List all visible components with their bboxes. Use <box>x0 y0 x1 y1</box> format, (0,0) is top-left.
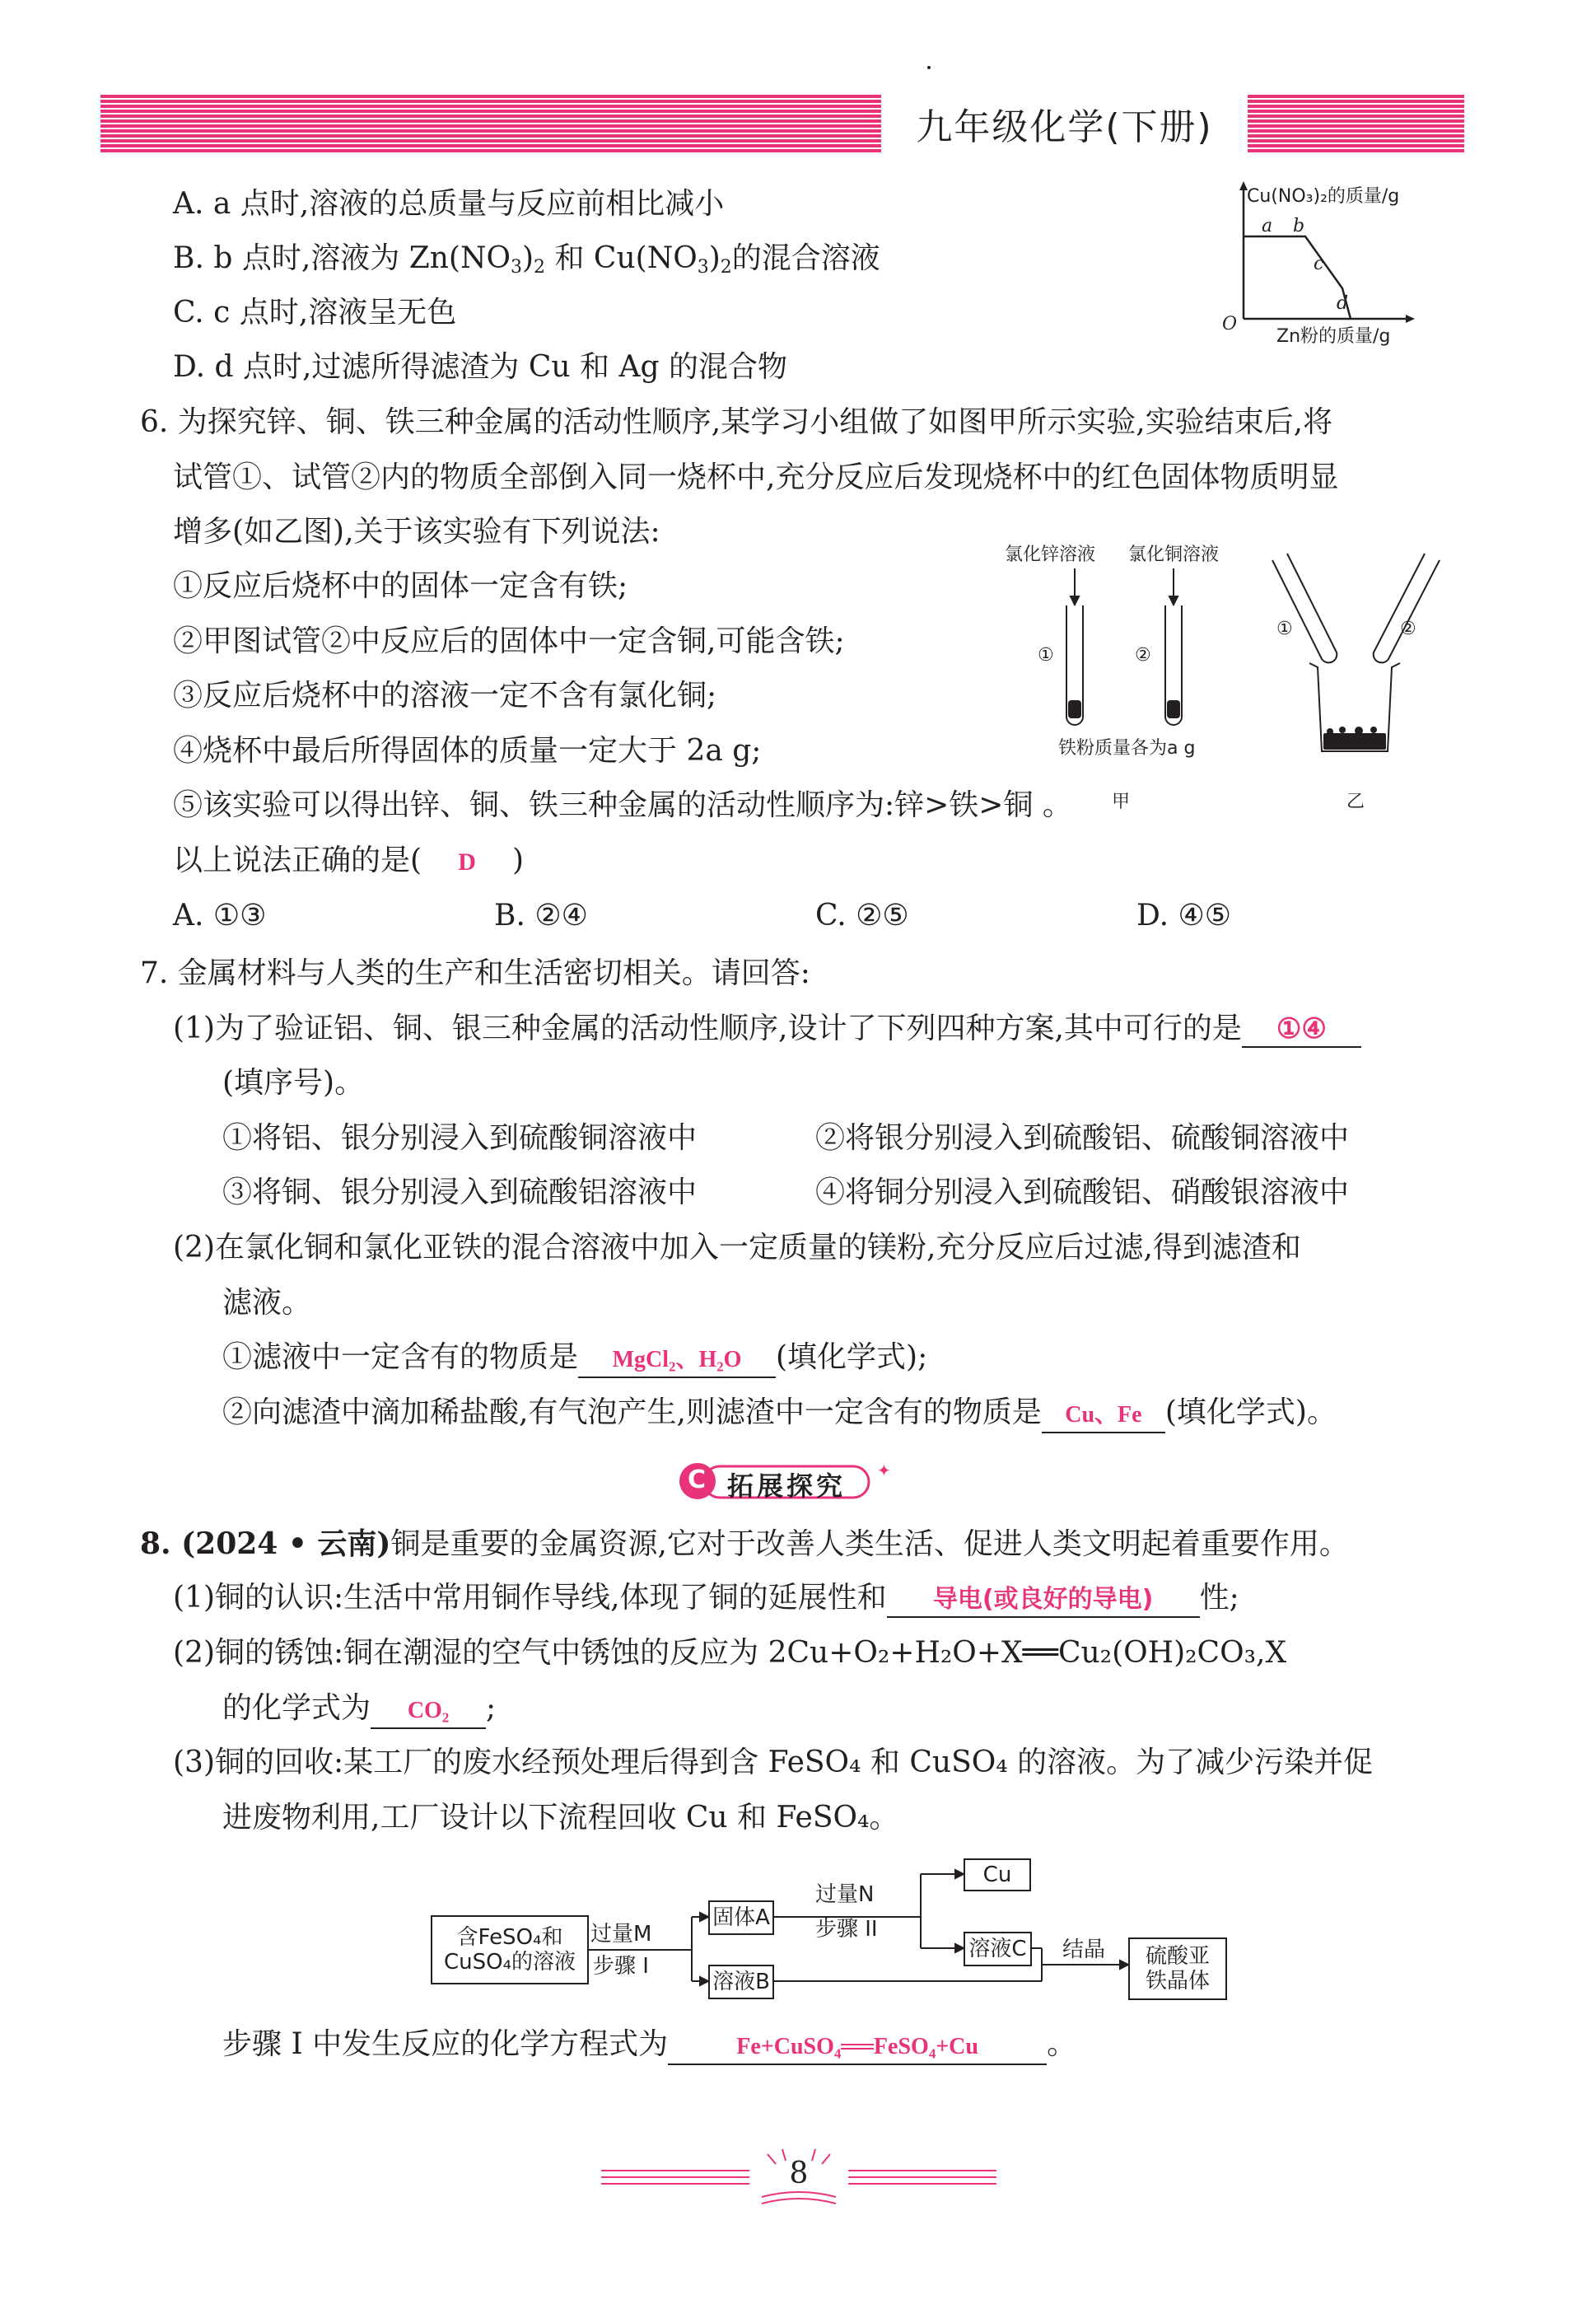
q7-part2: (2)在氯化铜和氯化亚铁的混合溶液中加入一定质量的镁粉,充分反应后过滤,得到滤渣和 <box>173 1231 1301 1264</box>
section-title: 拓展探究 <box>727 1470 847 1502</box>
flow-n-top: 过量N <box>815 1882 875 1907</box>
label-tube1: ① <box>1038 645 1054 666</box>
top-dot <box>927 66 931 69</box>
q7-q1-end: (填化学式); <box>776 1340 928 1374</box>
q6-figure <box>996 535 1458 816</box>
q7-q2-answer: Cu、Fe <box>1065 1402 1142 1428</box>
q5-curve <box>1244 236 1351 319</box>
q7-p1-answer: ①④ <box>1276 1014 1327 1045</box>
flow-cu-text: Cu <box>982 1863 1012 1887</box>
flow-end <box>1128 1937 1227 2000</box>
q6-stem-3: 增多(如乙图),关于该实验有下列说法: <box>173 515 660 549</box>
section-letter: C <box>688 1465 707 1494</box>
q8-eq-end: 。 <box>1047 2027 1077 2061</box>
q8-eq-text: 步骤 I 中发生反应的化学方程式为 <box>222 2027 669 2061</box>
q5-option-a: A. a 点时,溶液的总质量与反应前相比减小 <box>173 187 725 221</box>
flow-crystallize: 结晶 <box>1062 1937 1106 1962</box>
q6-statement-4: ④烧杯中最后所得固体的质量一定大于 2a g; <box>173 734 762 768</box>
label-yi: 乙 <box>1346 792 1365 812</box>
q7-q2-text: ②向滤渣中滴加稀盐酸,有气泡产生,则滤渣中一定含有的物质是 <box>222 1395 1042 1429</box>
q8-p2-answer: CO₂ <box>407 1698 450 1723</box>
q6-ask <box>173 843 524 881</box>
q8-stem <box>140 1526 1349 1563</box>
q5-option-b: B. b 点时,溶液为 $Zn(NO_3)_2$ 和 $Cu(NO_3)_2$的混合溶液 <box>173 241 880 278</box>
q6-ask-end: ) <box>512 844 525 877</box>
pour-tube-1 <box>1272 554 1337 662</box>
q7-part2-q1 <box>222 1339 927 1378</box>
q7-q1-text: ①滤液中一定含有的物质是 <box>222 1340 579 1374</box>
q8-p1-text: (1)铜的认识:生活中常用铜作导线,体现了铜的延展性和 <box>173 1581 887 1615</box>
q5-b-end: 的混合溶液 <box>731 241 880 275</box>
flow-solution-c-text: 溶液C <box>968 1937 1027 1961</box>
flow-start-text: 含FeSO₄和CuSO₄的溶液 <box>443 1925 576 1975</box>
q8-p2-text: 的化学式为 <box>222 1691 371 1725</box>
q7-part1 <box>173 1011 1361 1048</box>
graph-b: b <box>1293 216 1305 236</box>
q5-graph <box>1211 177 1458 346</box>
q7-part1-end: (填序号)。 <box>222 1066 365 1100</box>
label-tube2: ② <box>1135 645 1151 666</box>
q8-eq-answer: Fe+CuSO₄══FeSO₄+Cu <box>736 2034 978 2059</box>
q7-part2-cont: 滤液。 <box>222 1286 312 1320</box>
header-title: 九年级化学(下册) <box>881 92 1248 155</box>
q8-stem-text: 铜是重要的金属资源,它对于改善人类生活、促进人类文明起着重要作用。 <box>390 1527 1349 1561</box>
q5-b-mid2: 和 Cu(NO <box>554 241 698 275</box>
q5-option-c: C. c 点时,溶液呈无色 <box>173 296 457 330</box>
q6-statement-1: ①反应后烧杯中的固体一定含有铁; <box>173 569 628 603</box>
graph-d: d <box>1337 293 1349 314</box>
graph-xlabel: Zn粉的质量/g <box>1276 326 1391 346</box>
q6-option-b: B. ②④ <box>494 899 588 932</box>
q6-ask-text: 以上说法正确的是( <box>173 844 422 877</box>
flow-end-text: 硫酸亚铁晶体 <box>1145 1944 1210 1993</box>
q6-option-a: A. ①③ <box>173 899 267 932</box>
q7-part2-q2 <box>222 1395 1337 1433</box>
label-iron: 铁粉质量各为a g <box>1058 738 1196 759</box>
flow-m-bottom: 步骤 I <box>593 1954 649 1979</box>
q8-part3-cont: 进废物利用,工厂设计以下流程回收 Cu 和 FeSO₄。 <box>222 1801 899 1835</box>
pour-tube-2 <box>1374 554 1440 662</box>
label-beaker-1: ① <box>1276 619 1293 639</box>
graph-c: c <box>1314 254 1324 274</box>
q8-p1-answer: 导电(或良好的导电) <box>932 1585 1154 1614</box>
q6-option-d: D. ④⑤ <box>1136 899 1232 932</box>
section-badge <box>671 1458 902 1504</box>
q6-statement-5: ⑤该实验可以得出锌、铜、铁三种金属的活动性顺序为:锌>铁>铜 。 <box>173 788 1072 822</box>
label-zncl2: 氯化锌溶液 <box>1005 545 1096 565</box>
q5-option-d: D. d 点时,过滤所得滤渣为 Cu 和 Ag 的混合物 <box>173 350 787 384</box>
q5-b-paren: ) <box>708 241 721 275</box>
label-beaker-2: ② <box>1400 619 1416 639</box>
graph-ylabel: Cu(NO₃)₂的质量/g <box>1247 186 1400 207</box>
q6-statement-2: ②甲图试管②中反应后的固体中一定含铜,可能含铁; <box>173 624 845 658</box>
flow-solution-c <box>964 1932 1032 1966</box>
q7-option-1: ①将铝、银分别浸入到硫酸铜溶液中 <box>222 1121 698 1155</box>
q8-p2-end: ; <box>486 1691 497 1725</box>
q8-source: 8. (2024 • 云南) <box>140 1526 391 1561</box>
page-number: 8 <box>789 2157 809 2190</box>
flow-start <box>431 1915 589 1984</box>
q7-q2-end: (填化学式)。 <box>1164 1395 1337 1429</box>
q8-p1-end: 性; <box>1199 1581 1239 1615</box>
flow-n-bottom: 步骤 II <box>815 1917 878 1942</box>
q7-p1-text: (1)为了验证铝、铜、银三种金属的活动性顺序,设计了下列四种方案,其中可行的是 <box>173 1012 1242 1045</box>
flow-solution-b <box>708 1965 774 1999</box>
graph-a: a <box>1262 216 1273 236</box>
q7-q1-answer: MgCl₂、H₂O <box>612 1347 742 1372</box>
q8-part3: (3)铜的回收:某工厂的废水经预处理后得到含 FeSO₄ 和 CuSO₄ 的溶液。为了减少污染并促 <box>173 1746 1374 1779</box>
svg-text:✦: ✦ <box>877 1461 891 1480</box>
graph-origin: O <box>1222 314 1238 334</box>
label-jia: 甲 <box>1112 792 1131 812</box>
q5-b-mid: ) <box>521 241 534 275</box>
flow-solution-b-text: 溶液B <box>712 1970 770 1994</box>
q7-stem: 7. 金属材料与人类的生产和生活密切相关。请回答: <box>140 956 810 990</box>
header-band <box>100 95 1464 152</box>
flow-solid-a-text: 固体A <box>712 1905 770 1930</box>
q7-option-4: ④将铜分别浸入到硫酸铝、硝酸银溶液中 <box>815 1176 1350 1209</box>
q6-statement-3: ③反应后烧杯中的溶液一定不含有氯化铜; <box>173 679 717 713</box>
q8-part2: (2)铜的锈蚀:铜在潮湿的空气中锈蚀的反应为 2Cu+O₂+H₂O+X══Cu₂(OH)₂CO₃,X <box>173 1636 1287 1670</box>
label-cucl2: 氯化铜溶液 <box>1128 545 1220 565</box>
q7-option-2: ②将银分别浸入到硫酸铝、硫酸铜溶液中 <box>815 1121 1350 1155</box>
q8-part2-cont <box>222 1690 496 1729</box>
q6-answer: D <box>458 848 476 876</box>
q6-stem-2: 试管①、试管②内的物质全部倒入同一烧杯中,充分反应后发现烧杯中的红色固体物质明显 <box>173 460 1339 494</box>
q8-equation <box>222 2026 1076 2065</box>
q5-b-pre: B. b 点时,溶液为 Zn(NO <box>173 241 511 275</box>
q8-part1 <box>173 1580 1239 1618</box>
flow-cu <box>964 1858 1031 1891</box>
q7-option-3: ③将铜、银分别浸入到硫酸铝溶液中 <box>222 1176 698 1209</box>
flow-solid-a <box>708 1900 774 1935</box>
q6-stem-1: 6. 为探究锌、铜、铁三种金属的活动性顺序,某学习小组做了如图甲所示实验,实验结束后,将 <box>140 405 1333 439</box>
q6-option-c: C. ②⑤ <box>815 899 909 932</box>
flow-m-top: 过量M <box>590 1922 652 1947</box>
